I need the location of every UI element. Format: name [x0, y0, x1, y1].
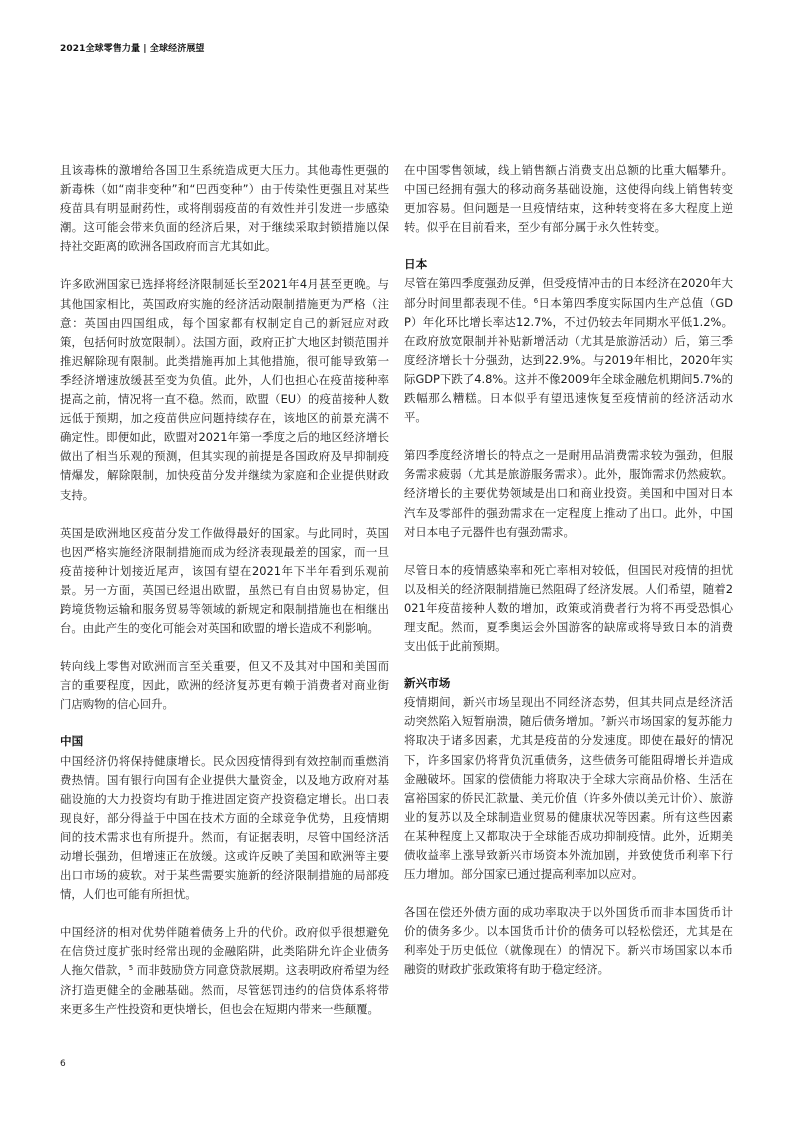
section-heading-china: 中国 — [60, 734, 84, 749]
section-heading-japan: 日本 — [404, 257, 428, 272]
paragraph-emerging-debt — [404, 693, 733, 884]
header-separator: | — [143, 44, 147, 54]
section-title: 全球经济展望 — [149, 44, 205, 54]
paragraph-china-debt — [60, 923, 389, 1018]
page-number: 6 — [60, 1059, 66, 1069]
right-column — [404, 161, 733, 980]
paragraph-china-online-retail: 在中国零售领域，线上销售额占消费支出总额的比重大幅攀升。中国已经拥有强大的移动商务基础设施，这使得向线上销售转变更加容易。但问题是一旦疫情结束，这种转变将在多大程度上逆转。似乎在目前看来，至少有部分属于永久性转变。 — [404, 163, 733, 235]
paragraph-japan-gdp — [404, 274, 733, 427]
paragraph-text: 新兴市场国家的复苏能力将取决于诸多因素，尤其是疫苗的分发速度。即使在最好的情况下，许多国家仍将背负沉重债务，这些债务可能阻碍增长并造成金融破坏。国家的偿债能力将取决于全球大宗商品价格、生活在富裕国家的侨民汇款量、美元价值（许多外债以美元计价）、旅游业的复苏以及全球制造业贸易的健康状况等因素。所有这些因素在某种程度上又都取决于全球能否成功抑制疫情。此外，近期美债收益率上涨导致新兴市场资本外流加剧，并致使货币利率下行压力增加。部分国家已通过提高利率加以应对。 — [404, 714, 733, 882]
paragraph-text: 而非鼓励贷方同意贷款展期。这表明政府希望为经济打造更健全的金融基础。然而，尽管惩罚违约的信贷体系将带来更多生产性投资和更快增长，但也会在短期内带来一些颠覆。 — [60, 963, 389, 1016]
paragraph-text: 中国经济的相对优势伴随着债务上升的代价。政府似乎很想避免在信贷过度扩张时经常出现的金融陷阱，此类陷阱允许企业债务人拖欠借款， — [60, 925, 389, 978]
paragraph-online-retail-europe: 转向线上零售对欧洲而言至关重要，但又不及其对中国和美国而言的重要程度，因此，欧洲的经济复苏更有赖于消费者对商业街门店购物的信心回升。 — [60, 659, 389, 712]
footnote-marker: 6 — [533, 296, 539, 305]
running-header — [60, 41, 205, 54]
paragraph-china-growth: 中国经济仍将保持健康增长。民众因疫情得到有效控制而重燃消费热情。国有银行向国有企业提供大量资金，以及地方政府对基础设施的大力投资均有助于推进固定资产投资稳定增长。出口表现良好，部分得益于中国在技术方面的全球竞争优势，且疫情期间的技术需求也有所提升。然而，有证据表明，尽管中国经济活动增长强劲，但增速正在放缓。这或许反映了美国和欧洲等主要出口市场的疲软。对于某些需要实施新的经济限制措施的局部疫情，人们也可能有所担忧。 — [60, 753, 389, 902]
left-column — [60, 161, 389, 1019]
paragraph-europe-restrictions: 许多欧洲国家已选择将经济限制延长至2021年4月甚至更晚。与其他国家相比，英国政府实施的经济活动限制措施更为严格（注意：英国由四国组成，每个国家都有权制定自己的新冠应对政策，包括何时放宽限制）。法国方面，政府正扩大地区封锁范围并推迟解除现有限制。此类措施再加上其他措施，很可能导致第一季经济增速放缓甚至变为负值。此外，人们也担心在疫苗接种率提高之前，情况将一直不稳。然而，欧盟（EU）的疫苗接种人数远低于预期，加之疫苗供应问题持续存在，该地区的前景充满不确定性。即便如此，欧盟对2021年第一季度之后的地区经济增长做出了相当乐观的预测，但其实现的前提是各国政府及早抑制疫情爆发，解除限制，加快疫苗分发并继续为家庭和企业提供财政支持。 — [60, 277, 389, 502]
paragraph-text: 日本第四季度实际国内生产总值（GDP）年化环比增长率达12.7%，不过仍较去年同期水平低1.2%。在政府放宽限制并补贴新增活动（尤其是旅游活动）后，第三季度经济增长十分强劲，达到22.9%。与2019年相比，2020年实际GDP下跌了4.8%。这并不像2009年全球金融危机期间5.7%的跌幅那么糟糕。日本似乎有望迅速恢复至疫情前的经济活动水平。 — [404, 295, 733, 425]
section-heading-emerging-markets: 新兴市场 — [404, 676, 451, 691]
footnote-marker: 5 — [128, 964, 134, 973]
footnote-marker: 7 — [601, 715, 606, 724]
paragraph-text: 尽管在第四季度强劲反弹，但受疫情冲击的日本经济在2020年大部分时间里都表现不佳。 — [404, 276, 733, 310]
report-title: 2021全球零售力量 — [60, 44, 141, 54]
paragraph-text: 疫情期间，新兴市场呈现出不同经济态势，但其共同点是经济活动突然陷入短暂崩溃，随后债务增加。 — [404, 695, 733, 729]
paragraph-japan-outlook: 尽管日本的疫情感染率和死亡率相对较低，但国民对疫情的担忧以及相关的经济限制措施已然阻碍了经济发展。人们希望，随着2021年疫苗接种人数的增加，政策或消费者行为将不再受恐惧心理支配。然而，夏季奥运会外国游客的缺席或将导致日本的消费支出低于此前预期。 — [404, 562, 733, 654]
paragraph-foreign-debt: 各国在偿还外债方面的成功率取决于以外国货币而非本国货币计价的债务多少。以本国货币计价的债务可以轻松偿还，尤其是在利率处于历史低位（就像现在）的情况下。新兴市场国家以本币融资的财政扩张政策将有助于稳定经济。 — [404, 905, 733, 977]
paragraph-uk-vaccines: 英国是欧洲地区疫苗分发工作做得最好的国家。与此同时，英国也因严格实施经济限制措施而成为经济表现最差的国家，而一旦疫苗接种计划接近尾声，该国有望在2021年下半年看到乐观前景。另一方面，英国已经退出欧盟，虽然已有自由贸易协定，但跨境货物运输和服务贸易等领域的新规定和限制措施也在相继出台。由此产生的变化可能会对英国和欧盟的增长造成不利影响。 — [60, 525, 389, 636]
paragraph-new-variants: 且该毒株的激增给各国卫生系统造成更大压力。其他毒性更强的新毒株（如“南非变种”和“巴西变种”）由于传染性更强且对某些疫苗具有明显耐药性，或将削弱疫苗的有效性并引发进一步感染潮。这可能会带来负面的经济后果，对于继续采取封锁措施以保持社交距离的欧洲各国政府而言尤其如此。 — [60, 163, 389, 254]
paragraph-japan-demand: 第四季度经济增长的特点之一是耐用品消费需求较为强劲，但服务需求疲弱（尤其是旅游服务需求）。此外，服饰需求仍然疲软。经济增长的主要优势领域是出口和商业投资。美国和中国对日本汽车及零部件的强劲需求在一定程度上推动了出口。此外，中国对日本电子元器件也有强劲需求。 — [404, 448, 733, 539]
